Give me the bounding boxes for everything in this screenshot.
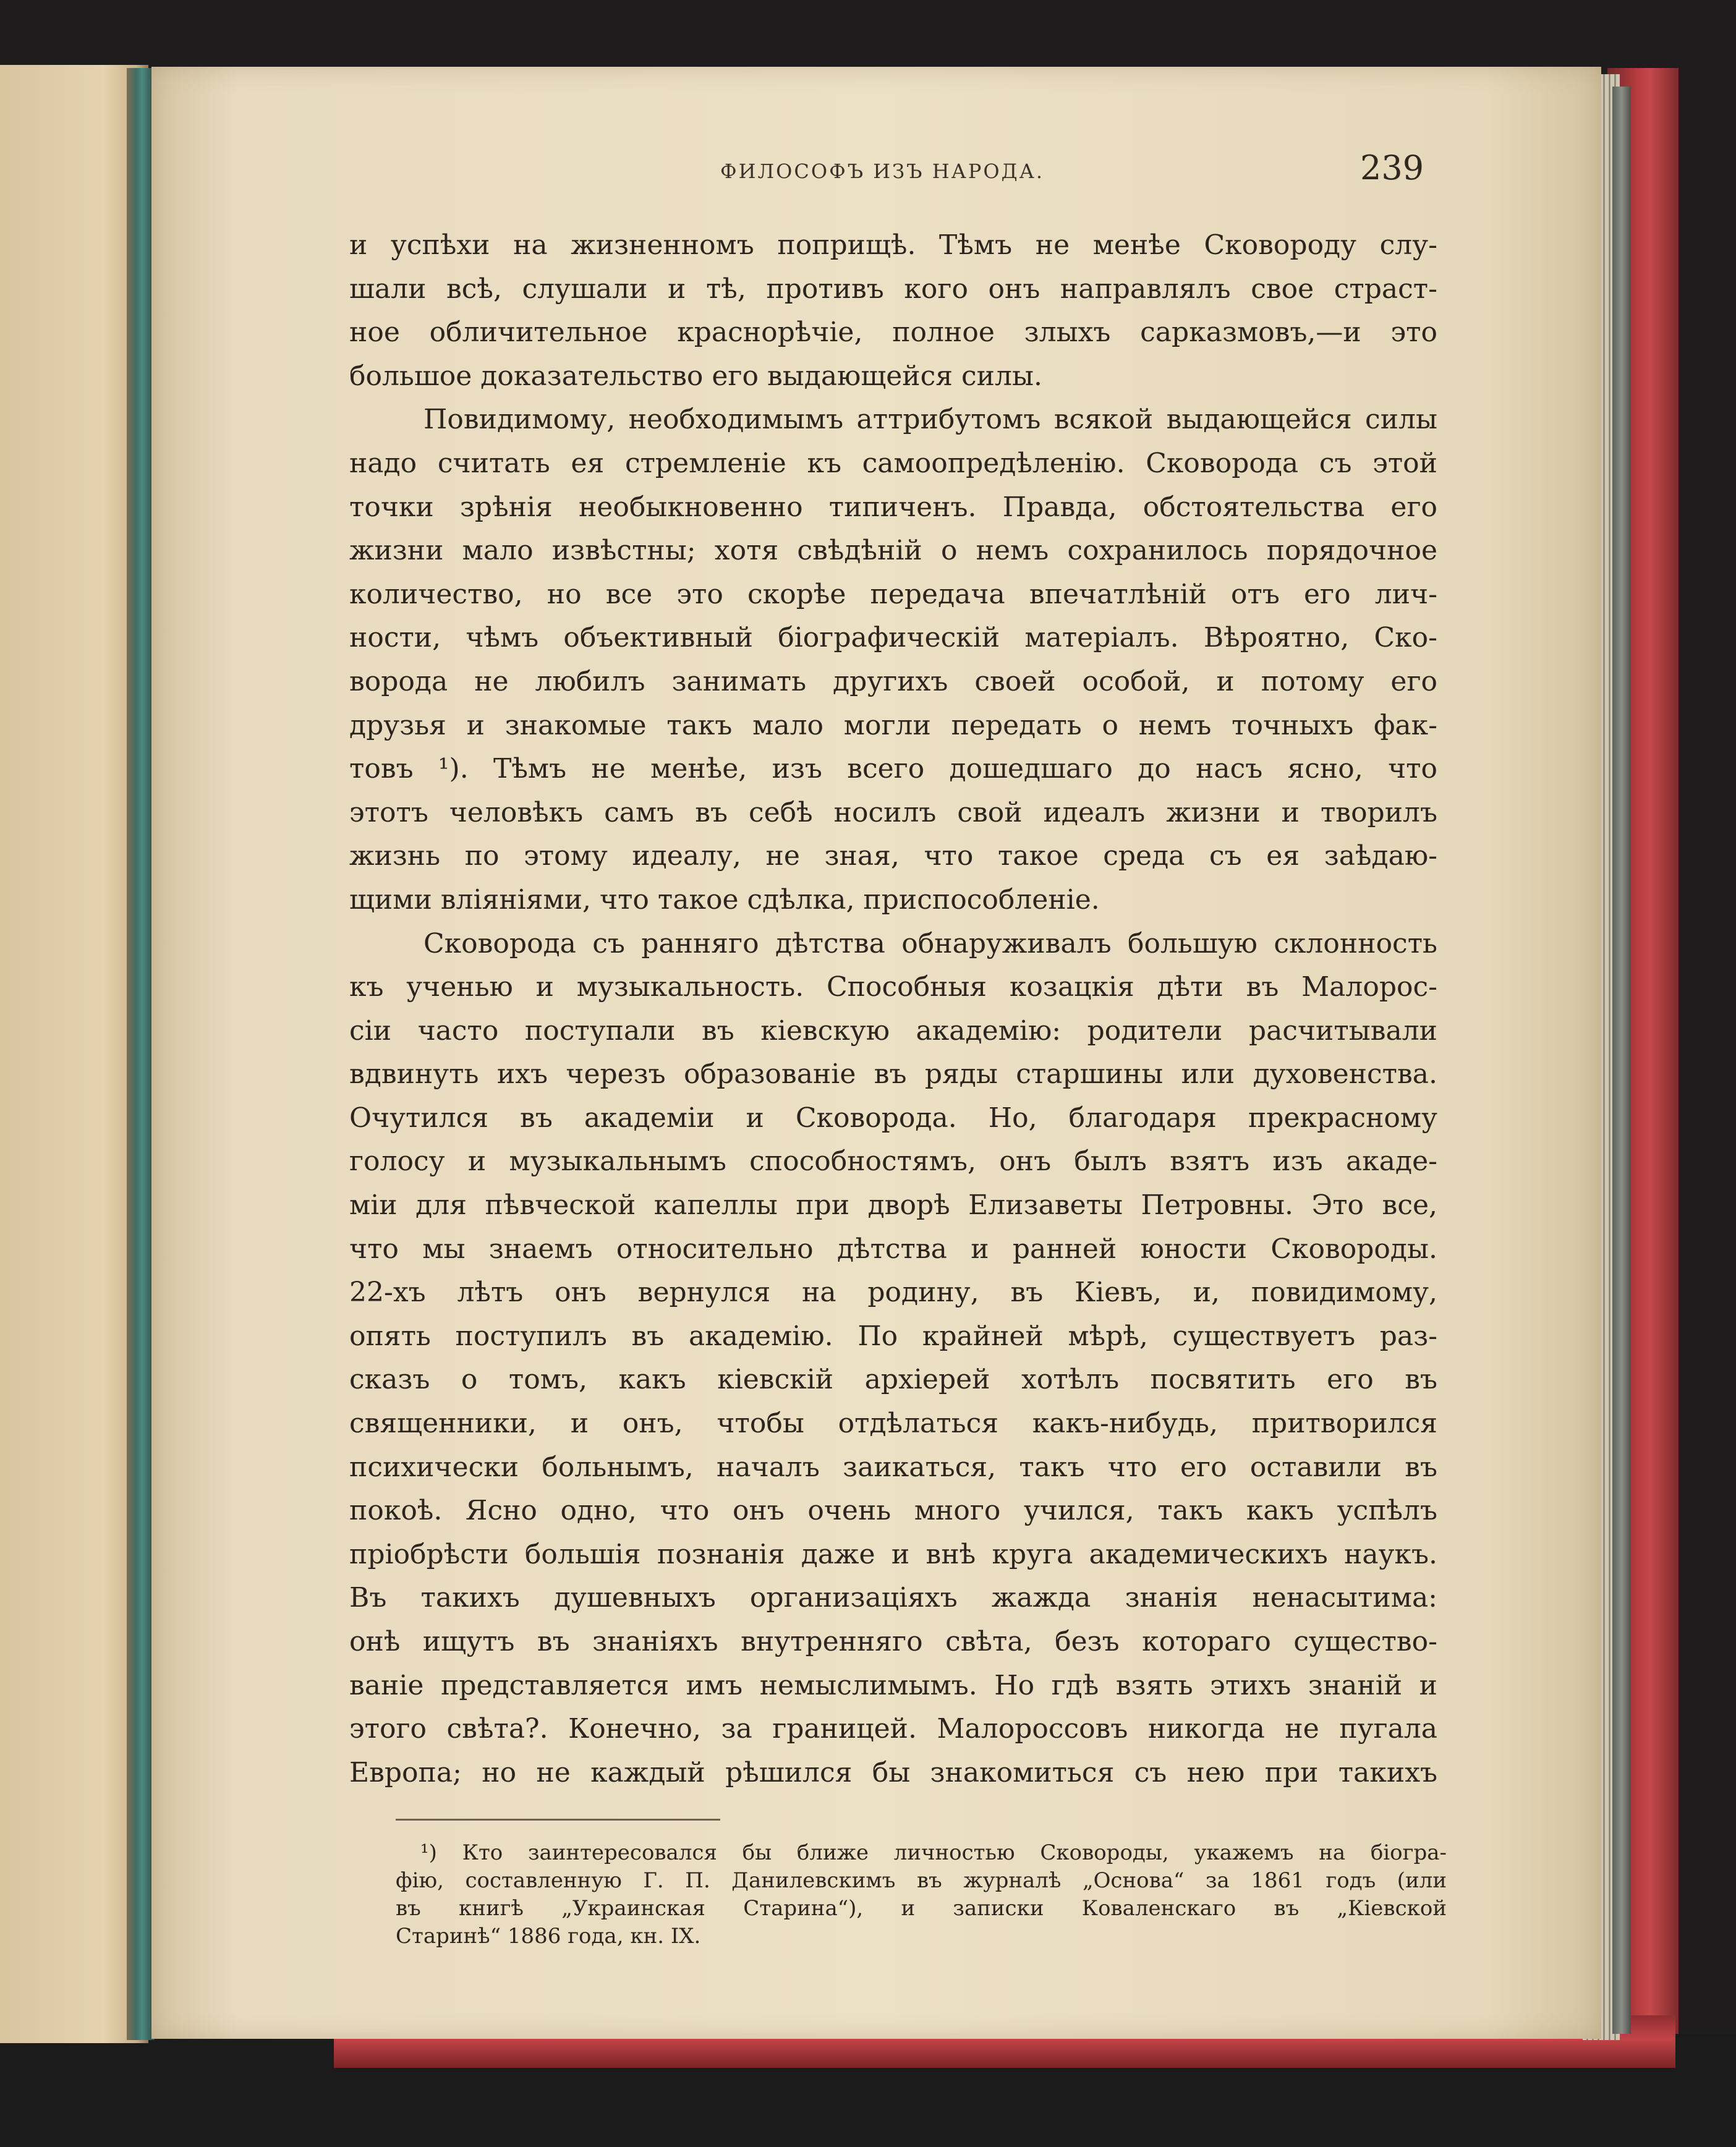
page-number: 239 [1360, 148, 1424, 187]
footnote-line: ¹) Кто заинтересовался бы ближе личностью Сковороды, укажемъ на біогра- [420, 1840, 1447, 1865]
text-line: психически больнымъ, началъ заикаться, такъ что его оставили въ [349, 1451, 1437, 1483]
text-line: этого свѣта?. Конечно, за границей. Малороссовъ никогда не пугала [349, 1713, 1437, 1745]
text-line: онѣ ищутъ въ знаніяхъ внутренняго свѣта, безъ котораго существо- [349, 1626, 1437, 1657]
text-line: Очутился въ академіи и Сковорода. Но, благодаря прекрасному [349, 1102, 1437, 1134]
footnote-line: въ книгѣ „Украинская Старина“), и записки Коваленскаго въ „Кіевской [396, 1896, 1447, 1921]
text-line: ное обличительное краснорѣчіе, полное злыхъ сарказмовъ,—и это [349, 317, 1437, 349]
text-line: шали всѣ, слушали и тѣ, противъ кого онъ направлялъ свое страст- [349, 273, 1437, 305]
text-line: жизнь по этому идеалу, не зная, что такое среда съ ея заѣдаю- [349, 840, 1437, 872]
text-line: количество, но все это скорѣе передача впечатлѣній отъ его лич- [349, 578, 1437, 610]
text-line: священники, и онъ, чтобы отдѣлаться какъ-нибудь, притворился [349, 1408, 1437, 1440]
text-line: ности, чѣмъ объективный біографическій матеріалъ. Вѣроятно, Ско- [349, 622, 1437, 654]
footnote-rule [396, 1819, 720, 1821]
text-line: товъ ¹). Тѣмъ не менѣе, изъ всего дошедшаго до насъ ясно, что [349, 753, 1437, 785]
text-line: и успѣхи на жизненномъ поприщѣ. Тѣмъ не менѣе Сковороду слу- [349, 229, 1437, 261]
page-stack-shadow [1612, 87, 1631, 2034]
running-head: ФИЛОСОФЪ ИЗЪ НАРОДА. [720, 159, 1045, 183]
text-line: Европа; но не каждый рѣшился бы знакомиться съ нею при такихъ [349, 1756, 1437, 1788]
text-line: къ ученью и музыкальность. Способныя козацкія дѣти въ Малорос- [349, 971, 1437, 1003]
footnote-line: фію, составленную Г. П. Данилевскимъ въ журналѣ „Основа“ за 1861 годъ (или [396, 1868, 1447, 1893]
text-line: 22-хъ лѣтъ онъ вернулся на родину, въ Кіевъ, и, повидимому, [349, 1277, 1437, 1309]
facing-page-left [0, 65, 148, 2043]
body-text [349, 224, 1437, 1795]
text-line: опять поступилъ въ академію. По крайней мѣрѣ, существуетъ раз- [349, 1320, 1437, 1352]
text-line: этотъ человѣкъ самъ въ себѣ носилъ свой идеалъ жизни и творилъ [349, 796, 1437, 828]
text-line: голосу и музыкальнымъ способностямъ, онъ былъ взятъ изъ акаде- [349, 1146, 1437, 1178]
text-line: покоѣ. Ясно одно, что онъ очень много учился, такъ какъ успѣлъ [349, 1495, 1437, 1527]
text-line: точки зрѣнія необыкновенно типиченъ. Правда, обстоятельства его [349, 491, 1437, 523]
text-line: вдвинуть ихъ черезъ образованіе въ ряды старшины или духовенства. [349, 1058, 1437, 1091]
footnote-line: Старинѣ“ 1886 года, кн. IX. [396, 1924, 701, 1949]
text-line: ворода не любилъ занимать другихъ своей особой, и потому его [349, 665, 1437, 697]
text-line: міи для пѣвческой капеллы при дворѣ Елизаветы Петровны. Это все, [349, 1189, 1437, 1222]
text-line: щими вліяніями, что такое сдѣлка, приспособленіе. [349, 883, 1100, 916]
text-line: жизни мало извѣстны; хотя свѣдѣній о немъ сохранилось порядочное [349, 535, 1437, 567]
text-line: сказъ о томъ, какъ кіевскій архіерей хотѣлъ посвятить его въ [349, 1364, 1437, 1396]
text-line: Повидимому, необходимымъ аттрибутомъ всякой выдающейся силы [423, 404, 1437, 436]
book-spine [127, 68, 155, 2040]
text-line: Сковорода съ ранняго дѣтства обнаруживалъ большую склонность [423, 927, 1437, 959]
text-line: пріобрѣсти большія познанія даже и внѣ круга академическихъ наукъ. [349, 1538, 1437, 1570]
text-line: друзья и знакомые такъ мало могли передать о немъ точныхъ фак- [349, 709, 1437, 741]
text-line: ваніе представляется имъ немыслимымъ. Но гдѣ взять этихъ знаній и [349, 1669, 1437, 1701]
text-line: большое доказательство его выдающейся силы. [349, 360, 1042, 392]
text-line: что мы знаемъ относительно дѣтства и ранней юности Сковороды. [349, 1233, 1437, 1265]
text-line: Въ такихъ душевныхъ организаціяхъ жажда знанія ненасытима: [349, 1582, 1437, 1614]
text-line: сіи часто поступали въ кіевскую академію: родители расчитывали [349, 1014, 1437, 1047]
footnote [396, 1839, 1447, 1950]
text-line: надо считать ея стремленіе къ самоопредѣленію. Сковорода съ этой [349, 447, 1437, 479]
